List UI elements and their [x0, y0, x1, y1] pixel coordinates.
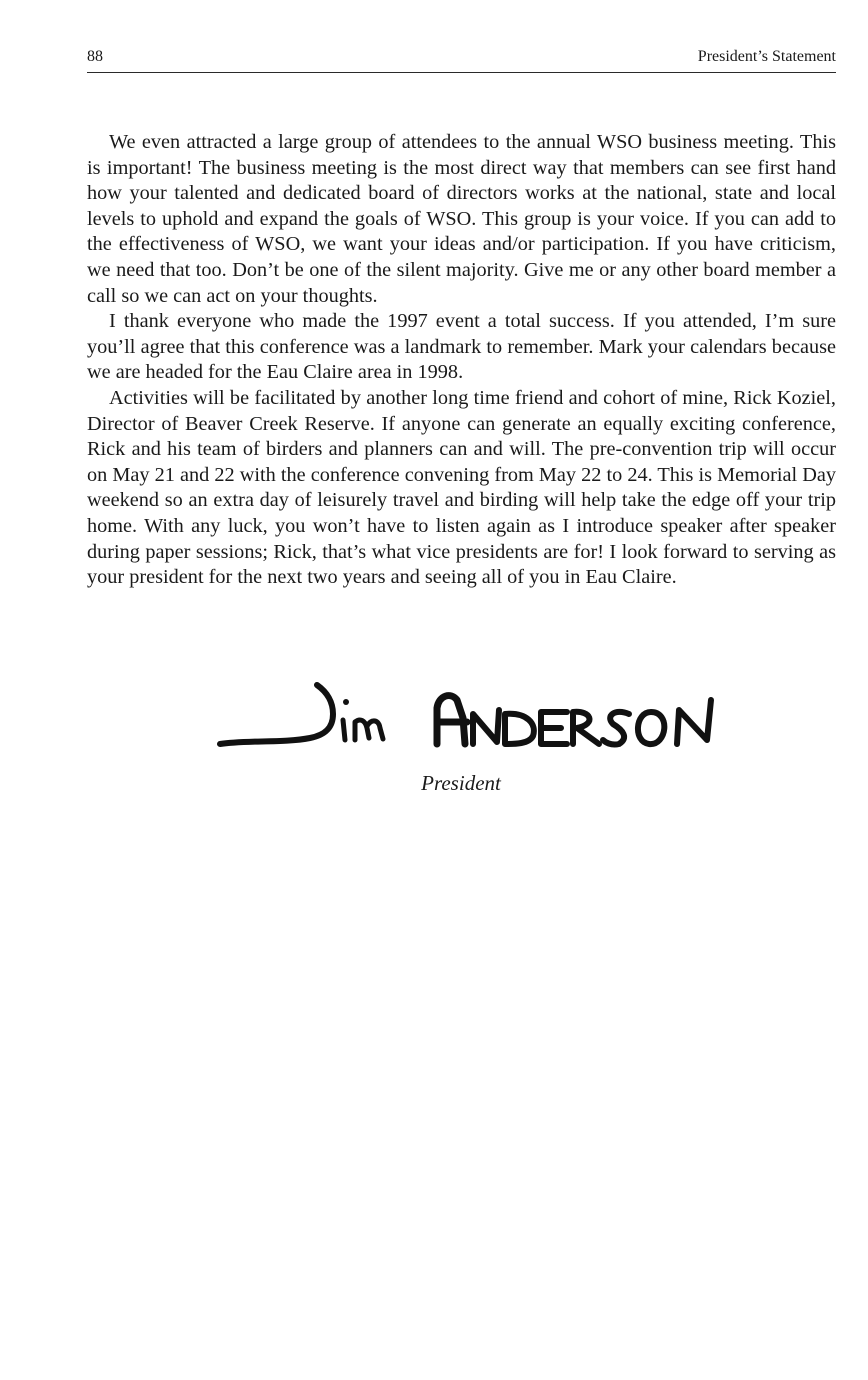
statement-body [87, 130, 836, 591]
handwritten-signature [215, 680, 725, 762]
page-number: 88 [87, 48, 103, 65]
signer-title: President [421, 771, 501, 795]
paragraph-business-meeting: We even attracted a large group of attendees to the annual WSO business meeting. This is important! The business meeting is the most direct way that members can see first hand how your talented and dedicated board of directors works at the national, state and local levels to uphold and expand the goals of WSO. This group is your voice. If you can add to the effectiveness of WSO, we want your ideas and/or participation. If you have criticism, we need that too. Don’t be one of the silent majority. Give me or any other board member a call so we can act on your thoughts. [87, 131, 836, 307]
running-header [87, 48, 836, 73]
section-title: President’s Statement [697, 48, 836, 65]
paragraph-eau-claire: Activities will be facilitated by another long time friend and cohort of mine, Rick Koziel, Director of Beaver Creek Reserve. If anyone can generate an equally exciting conference, Rick and his team of birders and planners can and will. The pre-convention trip will occur on May 21 and 22 with the conference convening from May 22 to 24. This is Memorial Day weekend so an extra day of leisurely travel and birding will help take the edge off your trip home. With any luck, you won’t have to listen again as I introduce speaker after speaker during paper sessions; Rick, that’s what vice presidents are for! I look forward to serving as your president for the next two years and seeing all of you in Eau Claire. [87, 386, 836, 589]
paragraph-thanks: I thank everyone who made the 1997 event a total success. If you attended, I’m sure you’ll agree that this conference was a landmark to remember. Mark your calendars because we are headed for the Eau Claire area in 1998. [87, 310, 836, 384]
